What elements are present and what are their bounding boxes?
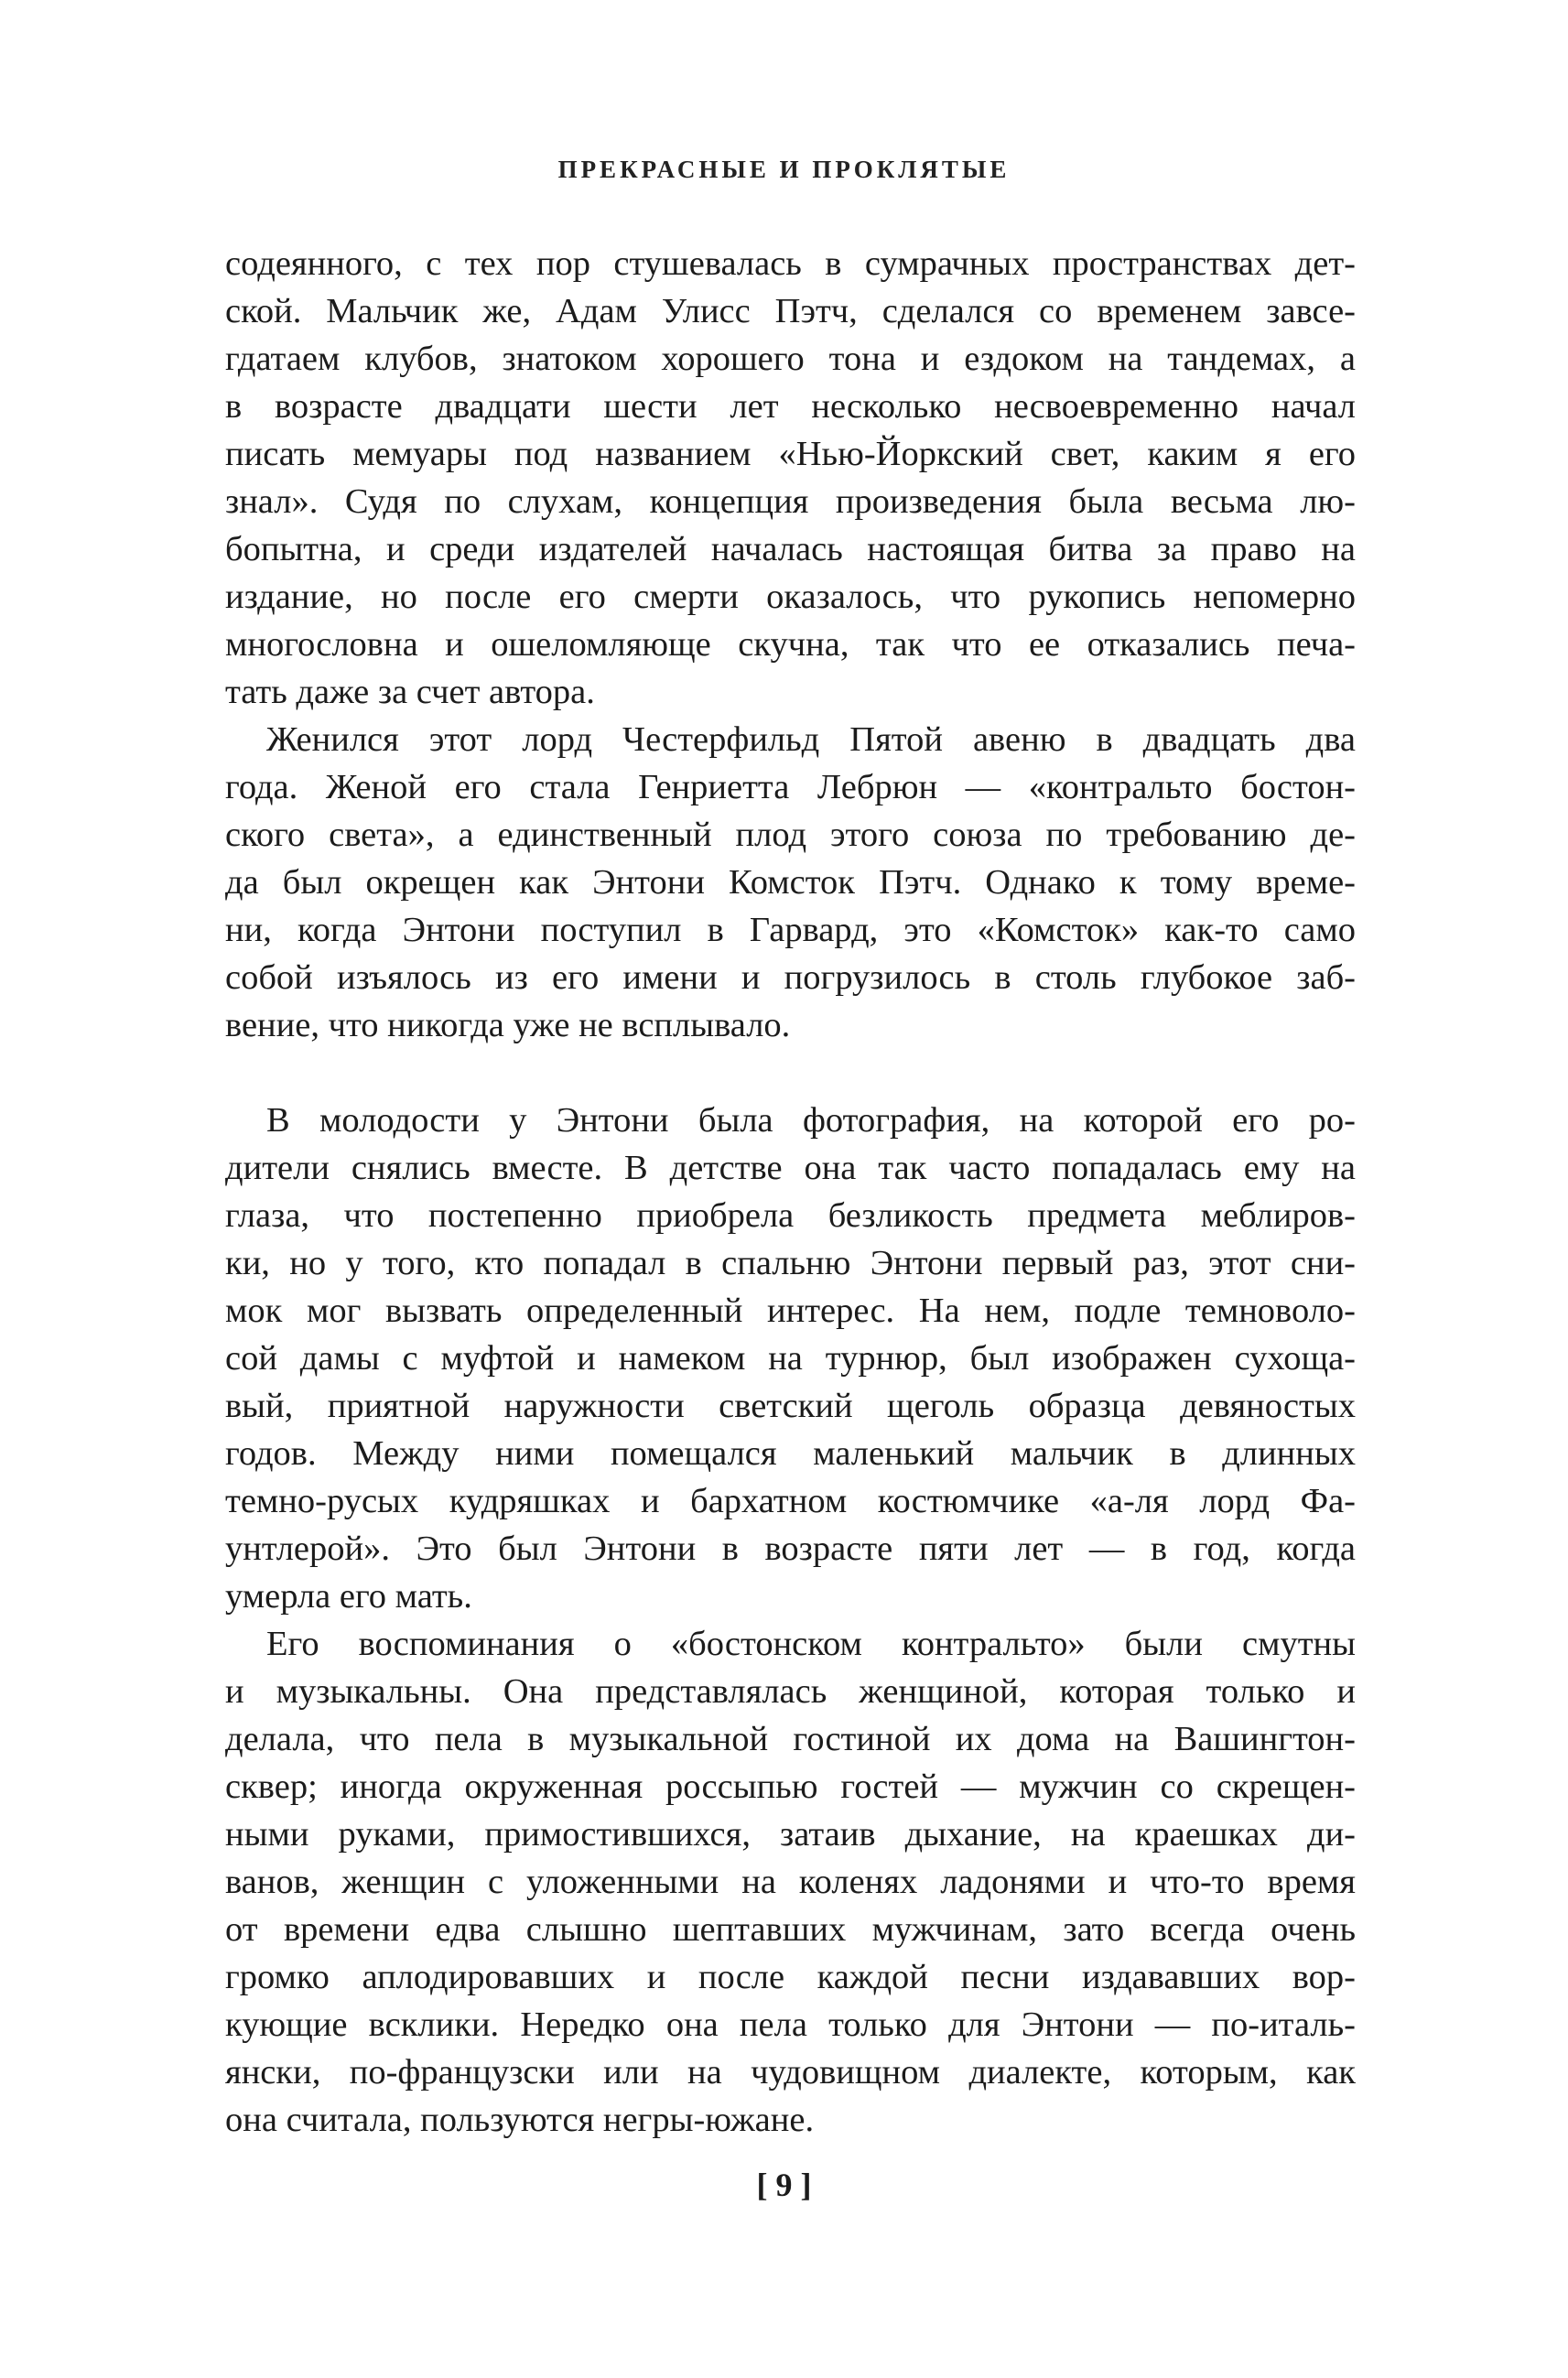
text-line: тать даже за счет автора. (225, 673, 595, 711)
text-line: Женился этот лорд Честерфильд Пятой авеню в двадцать два (266, 720, 1356, 759)
text-line: янски, по-французски или на чудовищном диалекте, которым, как (225, 2053, 1356, 2092)
text-line: в возрасте двадцати шести лет несколько несвоевременно начал (225, 387, 1356, 426)
text-line: ными руками, примостившихся, затаив дыхание, на краешках ди- (225, 1815, 1356, 1854)
text-line: ского света», а единственный плод этого союза по требованию де- (225, 816, 1356, 854)
paragraph (225, 240, 1356, 716)
text-line: вение, что никогда уже не всплывало. (225, 1006, 791, 1044)
text-line: умерла его мать. (225, 1577, 472, 1616)
text-line: дители снялись вместе. В детстве она так часто попадалась ему на (225, 1149, 1356, 1187)
text-line: Его воспоминания о «бостонском контральто» были смутны (266, 1625, 1356, 1663)
text-line: мок мог вызвать определенный интерес. На нем, подле темноволо- (225, 1292, 1356, 1330)
text-line: писать мемуары под названием «Нью-Йоркский свет, каким я его (225, 435, 1356, 473)
text-line: года. Женой его стала Генриетта Лебрюн — «контральто бостон- (225, 768, 1356, 806)
running-head: ПРЕКРАСНЫЕ И ПРОКЛЯТЫЕ (557, 156, 1011, 183)
text-line: делала, что пела в музыкальной гостиной их дома на Вашингтон- (225, 1720, 1356, 1758)
paragraph (225, 1097, 1356, 1620)
text-line: ни, когда Энтони поступил в Гарвард, это «Комсток» как-то само (225, 911, 1356, 949)
text-line: бопытна, и среди издателей началась настоящая битва за право на (225, 530, 1356, 568)
text-line: сой дамы с муфтой и намеком на турнюр, был изображен сухоща- (225, 1339, 1356, 1378)
paragraph (225, 1620, 1356, 2144)
text-line: от времени едва слышно шептавших мужчинам, зато всегда очень (225, 1910, 1356, 1949)
text-line: унтлерой». Это был Энтони в возрасте пяти лет — в год, когда (225, 1529, 1356, 1568)
text-line: она считала, пользуются негры-южане. (225, 2101, 815, 2139)
text-line: сквер; иногда окруженная россыпью гостей — мужчин со скрещен- (225, 1767, 1356, 1806)
paragraph (225, 716, 1356, 1049)
text-line: да был окрещен как Энтони Комсток Пэтч. Однако к тому време- (225, 863, 1356, 902)
body-text (225, 240, 1356, 2144)
text-line: вый, приятной наружности светский щеголь образца девяностых (225, 1387, 1356, 1425)
text-line: знал». Судя по слухам, концепция произведения была весьма лю- (225, 482, 1356, 521)
page-number: [ 9 ] (756, 2167, 812, 2203)
text-line: темно-русых кудряшках и бархатном костюмчике «а-ля лорд Фа- (225, 1482, 1356, 1520)
text-line: гдатаем клубов, знатоком хорошего тона и ездоком на тандемах, а (225, 340, 1356, 378)
text-line: громко аплодировавших и после каждой песни издававших вор- (225, 1958, 1356, 1996)
text-line: многословна и ошеломляюще скучна, так что ее отказались печа- (225, 625, 1356, 664)
text-line: ванов, женщин с уложенными на коленях ладонями и что-то время (225, 1863, 1356, 1901)
text-line: издание, но после его смерти оказалось, что рукопись непомерно (225, 578, 1356, 616)
text-line: глаза, что постепенно приобрела безликость предмета меблиров- (225, 1196, 1356, 1235)
text-line: В молодости у Энтони была фотография, на которой его ро- (266, 1101, 1356, 1140)
text-line: содеянного, с тех пор стушевалась в сумрачных пространствах дет- (225, 244, 1356, 283)
text-line: ской. Мальчик же, Адам Улисс Пэтч, сделался со временем завсе- (225, 292, 1356, 330)
section-break (225, 1049, 1356, 1097)
text-line: ки, но у того, кто попадал в спальню Энтони первый раз, этот сни- (225, 1244, 1356, 1282)
text-line: годов. Между ними помещался маленький мальчик в длинных (225, 1434, 1356, 1473)
text-line: и музыкальны. Она представлялась женщиной, которая только и (225, 1672, 1356, 1711)
text-line: собой изъялось из его имени и погрузилось в столь глубокое заб- (225, 958, 1356, 997)
text-line: кующие всклики. Нередко она пела только для Энтони — по-италь- (225, 2005, 1356, 2044)
